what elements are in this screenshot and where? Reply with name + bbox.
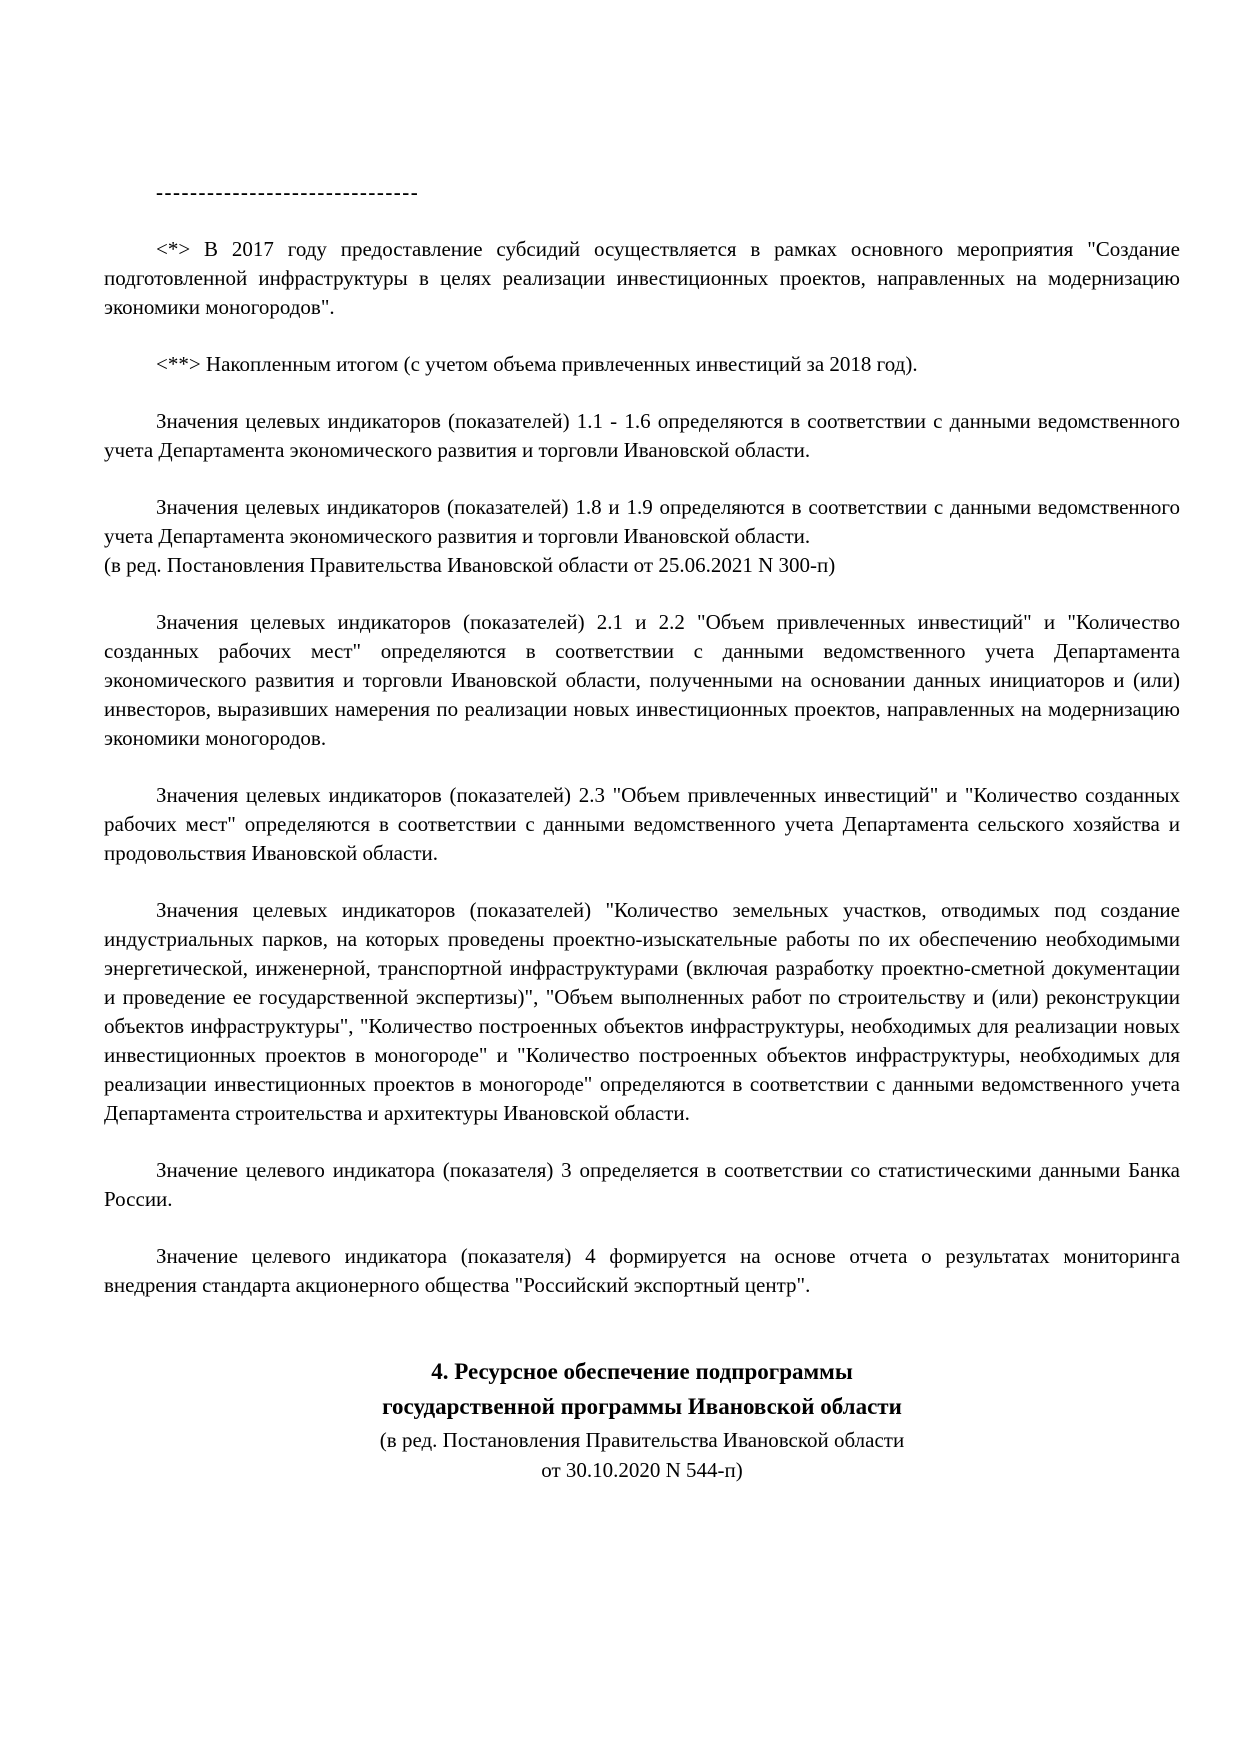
paragraph-indicator-2-3: Значения целевых индикаторов (показателей) 2.3 "Объем привлеченных инвестиций" и "Количество созданных рабочих мест" определяются в соответствии с данными ведомственного учета Департамента сельского хозяйства и продовольствия Ивановской области. [104,783,1180,865]
paragraph-indicator-4: Значение целевого индикатора (показателя) 4 формируется на основе отчета о результатах мониторинга внедрения стандарта акционерного общества "Российский экспортный центр". [104,1244,1180,1297]
paragraph-indicators-2-1-and-2-2: Значения целевых индикаторов (показателей) 2.1 и 2.2 "Объем привлеченных инвестиций" и "Количество созданных рабочих мест" определяются в соответствии с данными ведомственного учета Департамента экономического развития и торговли Ивановской области, полученными на основании данных инициаторов и (или) инвесторов, выразивших намерения по реализации новых инвестиционных проектов, направленных на модернизацию экономики моногородов. [104,610,1180,750]
amendment-note-300p: (в ред. Постановления Правительства Ивановской области от 25.06.2021 N 300-п) [104,553,836,577]
section-heading-line2: государственной программы Ивановской области [382,1394,902,1419]
paragraph-land-plots-indicators: Значения целевых индикаторов (показателей) "Количество земельных участков, отводимых под создание индустриальных парков, на которых проведены проектно-изыскательные работы по их обеспечению необходимыми энергетической, инженерной, транспортной инфраструктурами (включая разработку проектно-сметной документации и проведение ее государственной экспертизы)", "Объем выполненных работ по строительству и (или) реконструкции объектов инфраструктуры", "Количество построенных объектов инфраструктуры, необходимых для реализации новых инвестиционных проектов в моногороде" и "Количество построенных объектов инфраструктуры, необходимых для реализации инвестиционных проектов в моногороде" определяются в соответствии с данными ведомственного учета Департамента строительства и архитектуры Ивановской области. [104,898,1180,1125]
paragraph-indicator-3: Значение целевого индикатора (показателя) 3 определяется в соответствии со статистическими данными Банка России. [104,1158,1180,1211]
amendment-note-544p-line2: от 30.10.2020 N 544-п) [541,1458,743,1482]
paragraph-indicators-1-8-and-1-9: Значения целевых индикаторов (показателей) 1.8 и 1.9 определяются в соответствии с данными ведомственного учета Департамента экономического развития и торговли Ивановской области. [104,495,1180,548]
footnote-separator: ------------------------------- [156,180,420,204]
amendment-note-544p-line1: (в ред. Постановления Правительства Ивановской области [379,1428,905,1452]
amendment-note-544p [104,1425,1180,1485]
section-heading-line1: 4. Ресурсное обеспечение подпрограммы [431,1359,853,1384]
section-heading [104,1354,1180,1424]
footnote-paragraph-asterisk: <*> В 2017 году предоставление субсидий осуществляется в рамках основного мероприятия "Создание подготовленной инфраструктуры в целях реализации инвестиционных проектов, направленных на модернизацию экономики моногородов". [104,237,1180,319]
document-body [104,178,1180,1485]
footnote-paragraph-double-asterisk: <**> Накопленным итогом (с учетом объема привлеченных инвестиций за 2018 год). [156,352,918,376]
paragraph-indicators-1-1-to-1-6: Значения целевых индикаторов (показателей) 1.1 - 1.6 определяются в соответствии с данными ведомственного учета Департамента экономического развития и торговли Ивановской области. [104,409,1180,462]
